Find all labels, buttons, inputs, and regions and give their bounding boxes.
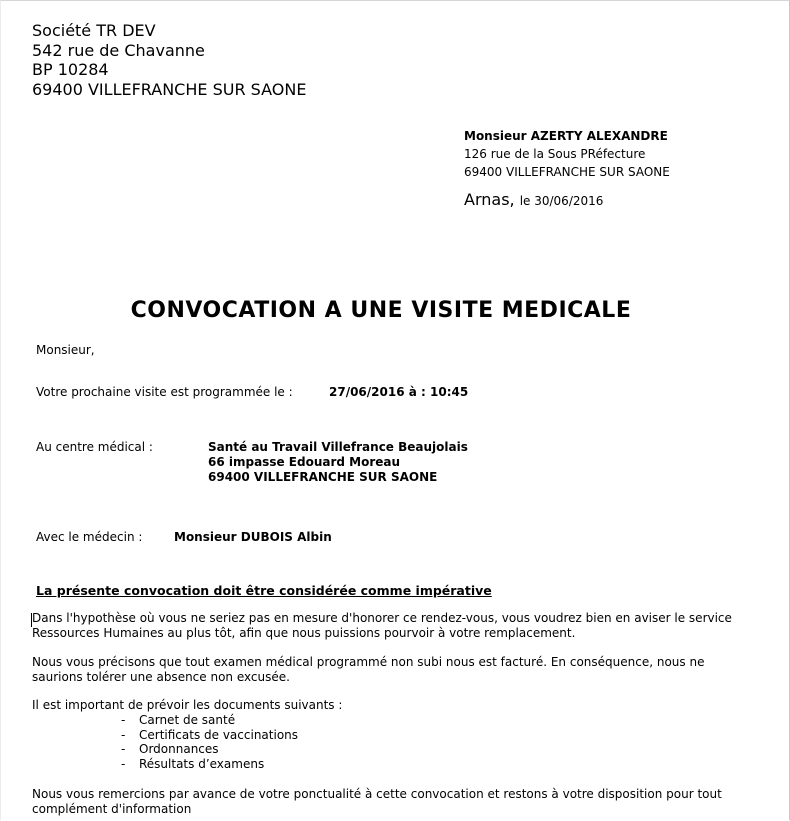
sender-street: 542 rue de Chavanne xyxy=(32,40,205,60)
recipient-street: 126 rue de la Sous PRéfecture xyxy=(464,147,646,161)
billing-line-1: Nous vous précisons que tout examen médical programmé non subi nous est facturé. En conséquence, nous ne xyxy=(32,655,705,669)
doctor-label: Avec le médecin : xyxy=(36,530,143,544)
salutation: Monsieur, xyxy=(36,343,95,357)
letter-title: CONVOCATION A UNE VISITE MEDICALE xyxy=(130,298,632,323)
next-visit-label: Votre prochaine visite est programmée le : xyxy=(36,385,293,399)
sender-po-box: BP 10284 xyxy=(32,60,109,79)
list-item: - Résultats d’examens xyxy=(121,757,298,772)
documents-intro: Il est important de prévoir les documents suivants : xyxy=(32,698,343,712)
medical-center-name: Santé au Travail Villefrance Beaujolais xyxy=(208,440,468,454)
medical-center-label: Au centre médical : xyxy=(36,440,153,454)
next-visit-date: 27/06/2016 xyxy=(329,385,405,399)
recipient-address xyxy=(464,127,670,181)
list-item: - Ordonnances xyxy=(121,742,298,757)
medical-center-city: 69400 VILLEFRANCHE SUR SAONE xyxy=(208,470,438,484)
documents-list xyxy=(121,713,298,771)
next-visit-at-label: à : xyxy=(408,385,426,399)
medical-center-street: 66 impasse Edouard Moreau xyxy=(208,455,401,469)
sender-company: Société TR DEV xyxy=(32,21,156,40)
sender-address xyxy=(32,21,306,99)
letter-place: Arnas, xyxy=(464,190,515,209)
next-visit-time: 10:45 xyxy=(430,385,469,399)
date-line xyxy=(464,190,603,209)
closing-paragraph xyxy=(32,787,772,816)
recipient-name: Monsieur AZERTY ALEXANDRE xyxy=(464,129,668,143)
unavailability-line-1: Dans l'hypothèse où vous ne seriez pas en mesure d'honorer ce rendez-vous, vous voudrez bien en aviser le service xyxy=(32,611,732,625)
recipient-city: 69400 VILLEFRANCHE SUR SAONE xyxy=(464,165,670,179)
billing-paragraph xyxy=(32,655,772,684)
unavailability-paragraph xyxy=(32,611,772,640)
list-item: - Certificats de vaccinations xyxy=(121,728,298,743)
closing-line-2: complément d'information xyxy=(32,801,192,816)
letter-date: le 30/06/2016 xyxy=(519,194,604,208)
closing-line-1: Nous vous remercions par avance de votre ponctualité à cette convocation et restons à votre disposition pour tout xyxy=(32,787,722,801)
imperative-notice: La présente convocation doit être considérée comme impérative xyxy=(36,583,492,598)
unavailability-line-2: Ressources Humaines au plus tôt, afin que nous puissions pourvoir à votre remplacement. xyxy=(32,625,576,640)
sender-city: 69400 VILLEFRANCHE SUR SAONE xyxy=(32,79,307,99)
billing-line-2: saurions tolérer une absence non excusée. xyxy=(32,669,290,684)
next-visit-values xyxy=(329,385,468,399)
list-item: - Carnet de santé xyxy=(121,713,298,728)
medical-center-address xyxy=(208,440,468,485)
next-visit-line xyxy=(36,385,469,399)
doctor-name: Monsieur DUBOIS Albin xyxy=(174,530,332,544)
